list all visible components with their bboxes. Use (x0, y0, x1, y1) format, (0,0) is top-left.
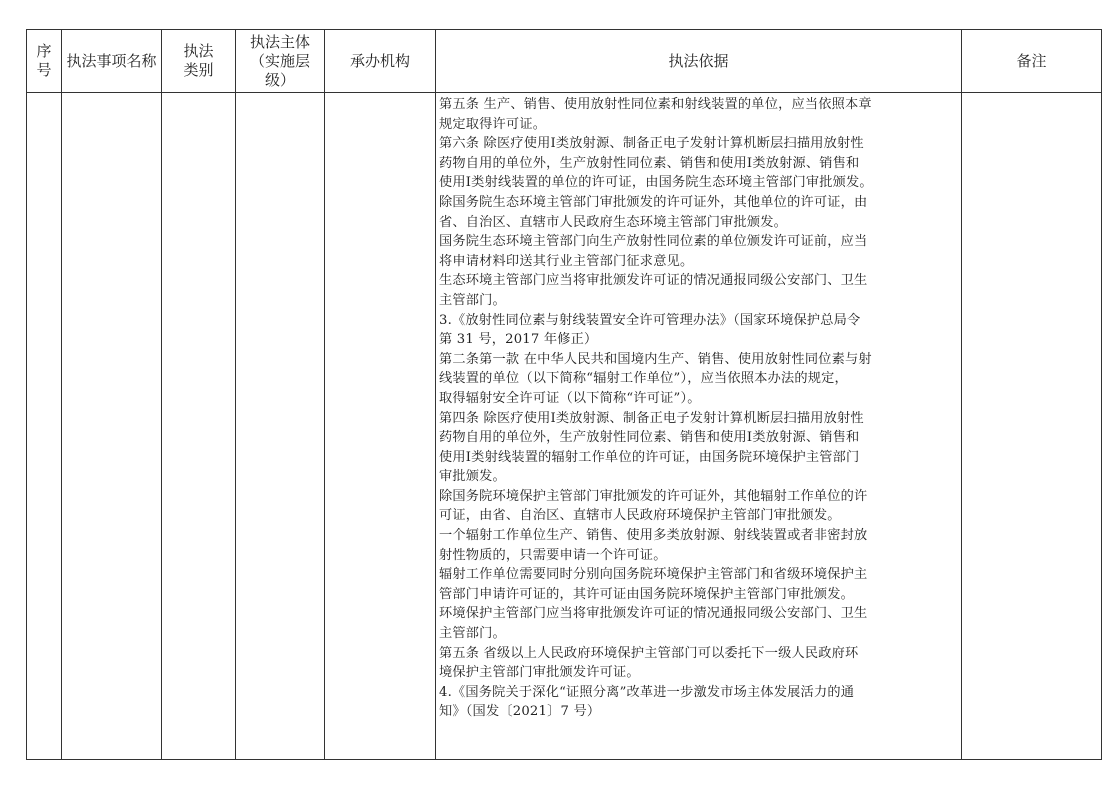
item-name-cell (62, 93, 162, 760)
basis-line: 使用Ⅰ类射线装置的单位的许可证，由国务院生态环境主管部门审批颁发。 (439, 175, 873, 191)
basis-line: 审批颁发。 (439, 469, 506, 485)
basis-line: 取得辐射安全许可证（以下简称“许可证”）。 (439, 390, 701, 406)
header-seq (27, 30, 62, 92)
basis-line: 第六条 除医疗使用Ⅰ类放射源、制备正电子发射计算机断层扫描用放射性 (439, 136, 864, 152)
header-item-name (62, 30, 162, 92)
basis-line: 药物自用的单位外，生产放射性同位素、销售和使用Ⅰ类放射源、销售和 (439, 155, 860, 171)
basis-line: 辐射工作单位需要同时分别向国务院环境保护主管部门和省级环境保护主 (439, 567, 868, 583)
agency-cell (325, 93, 436, 760)
category-cell (162, 93, 236, 760)
basis-line: 境保护主管部门审批颁发许可证。 (439, 665, 640, 681)
basis-line: 规定取得许可证。 (439, 116, 547, 132)
header-seq-label: 序号 (36, 42, 52, 79)
basis-line: 除国务院环境保护主管部门审批颁发的许可证外，其他辐射工作单位的许 (439, 488, 868, 504)
basis-line: 使用Ⅰ类射线装置的辐射工作单位的许可证，由国务院环境保护主管部门 (439, 449, 860, 465)
basis-text-block (439, 95, 957, 722)
remarks-cell (962, 93, 1101, 760)
header-subject-label: 执法主体（实施层级） (249, 32, 310, 89)
basis-line: 第二条第一款 在中华人民共和国境内生产、销售、使用放射性同位素与射 (439, 351, 872, 367)
header-category (162, 30, 236, 92)
basis-line: 第四条 除医疗使用Ⅰ类放射源、制备正电子发射计算机断层扫描用放射性 (439, 410, 864, 426)
header-agency-label: 承办机构 (349, 51, 410, 70)
header-basis (436, 30, 962, 92)
basis-line: 3.《放射性同位素与射线装置安全许可管理办法》（国家环境保护总局令 (439, 312, 861, 328)
table-body-row (27, 93, 1101, 760)
header-item-name-label: 执法事项名称 (66, 51, 157, 70)
basis-line: 射性物质的，只需要申请一个许可证。 (439, 547, 667, 563)
header-remarks-label: 备注 (1016, 51, 1047, 70)
seq-cell (27, 93, 62, 760)
basis-line: 第五条 生产、销售、使用放射性同位素和射线装置的单位，应当依照本章 (439, 97, 872, 112)
basis-line: 一个辐射工作单位生产、销售、使用多类放射源、射线装置或者非密封放 (439, 528, 868, 544)
header-subject (236, 30, 325, 92)
basis-line: 国务院生态环境主管部门向生产放射性同位素的单位颁发许可证前，应当 (439, 234, 868, 250)
basis-line: 主管部门。 (439, 292, 506, 308)
basis-line: 环境保护主管部门应当将审批颁发许可证的情况通报同级公安部门、卫生 (439, 606, 868, 622)
basis-line: 除国务院生态环境主管部门审批颁发的许可证外，其他单位的许可证，由 (439, 194, 868, 210)
header-agency (325, 30, 436, 92)
table-header-row (27, 30, 1101, 93)
basis-line: 知》（国发〔2021〕7 号） (439, 704, 601, 720)
basis-line: 可证，由省、自治区、直辖市人民政府环境保护主管部门审批颁发。 (439, 508, 841, 524)
basis-line: 4.《国务院关于深化“证照分离”改革进一步激发市场主体发展活力的通 (439, 684, 855, 700)
basis-line: 主管部门。 (439, 626, 506, 642)
enforcement-table (26, 29, 1102, 760)
basis-line: 线装置的单位（以下简称“辐射工作单位”），应当依照本办法的规定， (439, 371, 848, 387)
header-remarks (962, 30, 1101, 92)
basis-line: 将申请材料印送其行业主管部门征求意见。 (439, 253, 694, 269)
basis-line: 第 31 号，2017 年修正） (439, 332, 598, 348)
basis-line: 省、自治区、直辖市人民政府生态环境主管部门审批颁发。 (439, 214, 788, 230)
subject-cell (236, 93, 325, 760)
basis-line: 管部门申请许可证的，其许可证由国务院环境保护主管部门审批颁发。 (439, 586, 855, 602)
basis-line: 生态环境主管部门应当将审批颁发许可证的情况通报同级公安部门、卫生 (439, 273, 868, 289)
basis-line: 第五条 省级以上人民政府环境保护主管部门可以委托下一级人民政府环 (439, 645, 859, 661)
header-basis-label: 执法依据 (668, 51, 729, 70)
header-category-label: 执法类别 (183, 42, 214, 79)
basis-line: 药物自用的单位外，生产放射性同位素、销售和使用Ⅰ类放射源、销售和 (439, 430, 860, 446)
